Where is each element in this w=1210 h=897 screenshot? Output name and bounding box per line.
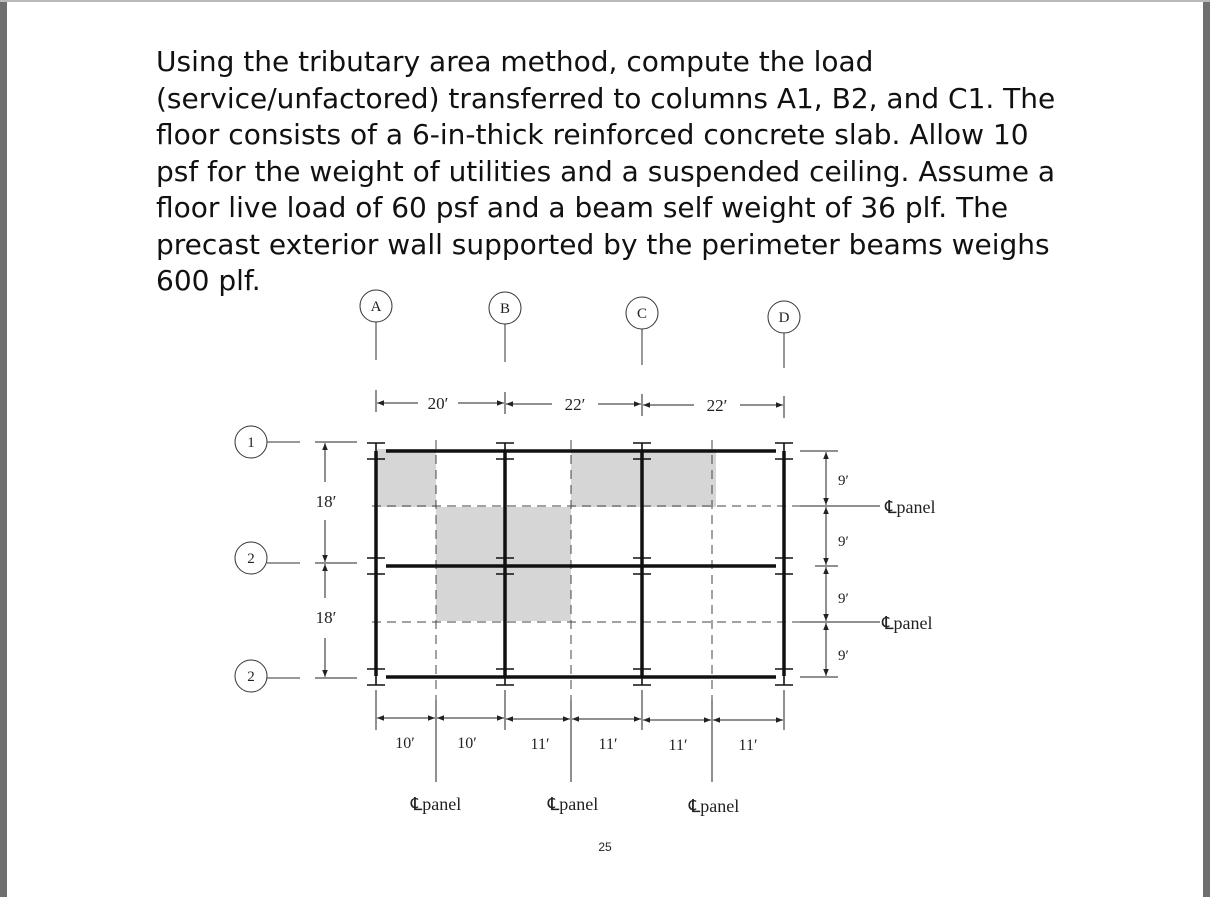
top-span-label: 22′ — [706, 396, 728, 415]
problem-line: (service/unfactored) transferred to columns A1, B2, and C1. The — [156, 81, 1056, 115]
bottom-dim-label: 11′ — [598, 736, 618, 753]
column-d3 — [775, 669, 793, 685]
column-d2 — [775, 558, 793, 574]
problem-line: 600 plf. — [156, 264, 261, 297]
row-bubble-label: 2 — [247, 551, 255, 567]
tributary-area-a1 — [376, 449, 436, 507]
right-panel-label: ℄panel — [882, 613, 933, 633]
problem-line: precast exterior wall supported by the perimeter beams weighs — [156, 227, 1050, 261]
left-dimension-line — [315, 442, 357, 678]
right-dim-label: 9′ — [838, 648, 849, 664]
column-bubble-label: A — [370, 299, 382, 315]
bottom-dim-label: 11′ — [530, 736, 550, 753]
column-a2 — [367, 558, 385, 574]
bottom-dim-label: 11′ — [668, 737, 688, 754]
right-dim-label: 9′ — [838, 473, 849, 489]
row-grid-bubbles — [235, 426, 300, 692]
bottom-dim-label: 11′ — [738, 737, 758, 754]
right-panel-label: ℄panel — [885, 497, 936, 517]
problem-line: floor live load of 60 psf and a beam self weight of 36 plf. The — [156, 191, 1009, 224]
tributary-areas — [376, 449, 716, 621]
column-bubble-label: D — [778, 310, 790, 326]
bottom-dim-label: 10′ — [457, 735, 477, 752]
problem-line: floor consists of a 6-in-thick reinforced concrete slab. Allow 10 — [156, 118, 1029, 151]
left-span-label: 18′ — [315, 608, 337, 627]
right-dim-label: 9′ — [838, 591, 849, 607]
bottom-dimension-line — [376, 690, 784, 782]
column-d1 — [775, 443, 793, 459]
bottom-panel-label: ℄panel — [688, 796, 740, 816]
bottom-dim-label: 10′ — [395, 735, 415, 752]
bottom-panel-label: ℄panel — [547, 794, 599, 814]
column-bubble-label: C — [636, 306, 648, 322]
top-span-label: 20′ — [427, 394, 449, 413]
problem-line: psf for the weight of utilities and a suspended ceiling. Assume a — [156, 154, 1055, 188]
left-span-label: 18′ — [315, 492, 337, 511]
page-number: 25 — [598, 840, 612, 854]
row-bubble-label: 1 — [247, 435, 255, 451]
problem-line: Using the tributary area method, compute the load — [156, 45, 874, 78]
bottom-panel-label: ℄panel — [410, 794, 462, 814]
column-grid-bubbles — [360, 290, 800, 368]
top-span-label: 22′ — [564, 395, 586, 414]
column-a3 — [367, 669, 385, 685]
right-dim-label: 9′ — [838, 534, 849, 550]
column-bubble-label: B — [499, 301, 511, 317]
row-bubble-label: 2 — [247, 669, 255, 685]
